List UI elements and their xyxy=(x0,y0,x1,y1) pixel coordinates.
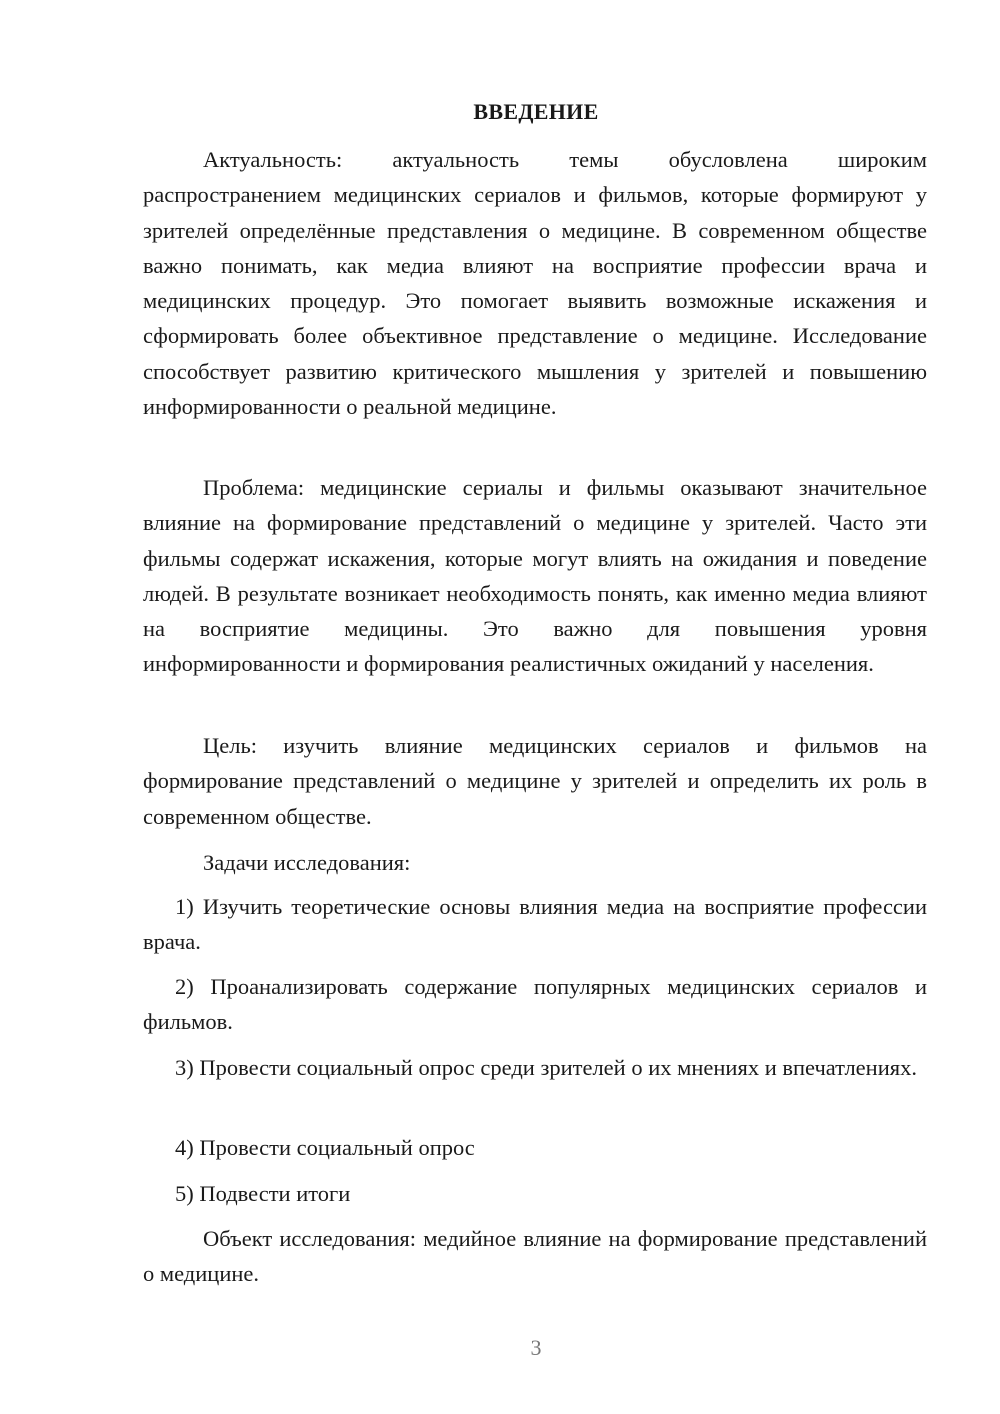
task-item-3: 3) Провести социальный опрос среди зрителей о их мнениях и впечатлениях. xyxy=(175,1055,917,1080)
paragraph-problem: Проблема: медицинские сериалы и фильмы оказывают значительное влияние на формирование представлений о медицине у зрителей. Часто эти фильмы содержат искажения, которые могут влиять на ожидания и поведение людей. В результате возникает необходимость понять, как именно медиа влияют на восприятие медицины. Это важно для повышения уровня информированности и формирования реалистичных ожиданий у населения. xyxy=(143,475,927,677)
task-item-4: 4) Провести социальный опрос xyxy=(175,1135,475,1160)
task-item-5: 5) Подвести итоги xyxy=(175,1181,351,1206)
paragraph-goal: Цель: изучить влияние медицинских сериалов и фильмов на формирование представлений о медицине у зрителей и определить их роль в современном обществе. xyxy=(143,733,927,829)
task-item-2: 2) Проанализировать содержание популярных медицинских сериалов и фильмов. xyxy=(143,974,927,1035)
paragraph-object: Объект исследования: медийное влияние на формирование представлений о медицине. xyxy=(143,1226,927,1287)
page-number: 3 xyxy=(530,1335,542,1360)
paragraph-relevance: Актуальность: актуальность темы обусловлена широким распространением медицинских сериалов и фильмов, которые формируют у зрителей определённые представления о медицине. В современном обществе важно понимать, как медиа влияют на восприятие профессии врача и медицинских процедур. Это помогает выявить возможные искажения и сформировать более объективное представление о медицине. Исследование способствует развитию критического мышления у зрителей и повышению информированности о реальной медицине. xyxy=(143,147,927,420)
section-title: ВВЕДЕНИЕ xyxy=(473,99,599,124)
task-item-1: 1) Изучить теоретические основы влияния медиа на восприятие профессии врача. xyxy=(143,894,927,955)
tasks-heading: Задачи исследования: xyxy=(203,850,411,875)
